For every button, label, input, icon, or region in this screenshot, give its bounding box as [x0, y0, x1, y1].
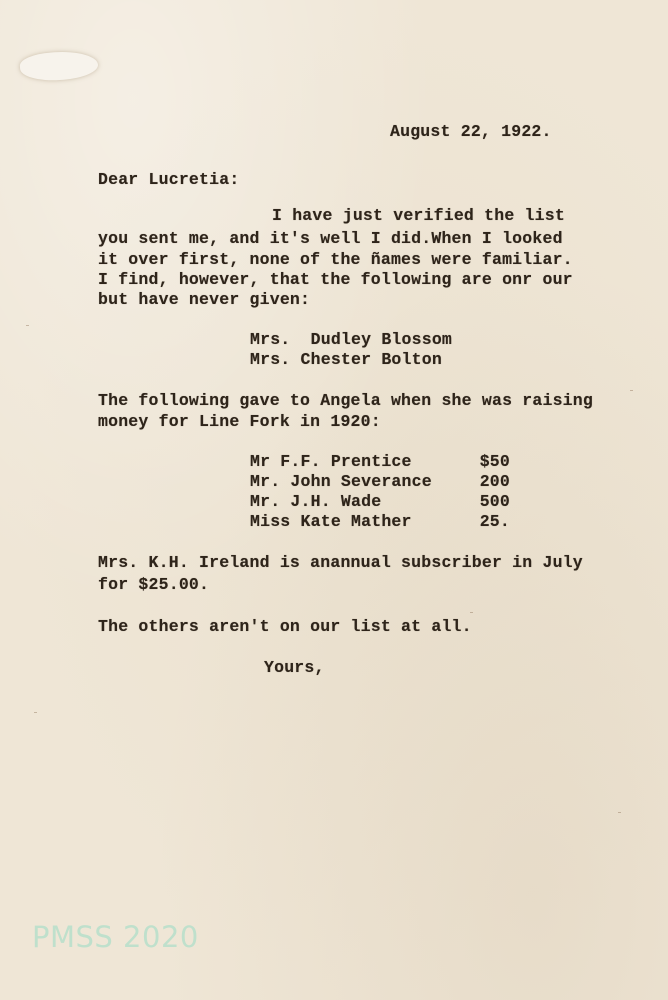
donor-name: Mr F.F. Prentice	[250, 452, 412, 471]
paragraph-2-line: money for Line Fork in 1920:	[98, 412, 381, 431]
donor-name: Mr. John Severance	[250, 472, 432, 491]
donor-amount: 25.	[479, 512, 510, 531]
donor-amount: $50	[479, 452, 510, 471]
list-item: Mrs. Chester Bolton	[250, 350, 442, 369]
paragraph-3-line: for $25.00.	[98, 575, 210, 594]
paper-speck	[470, 612, 473, 613]
paper-speck	[26, 325, 29, 326]
watermark: PMSS 2020	[32, 920, 199, 954]
donor-name: Mr. J.H. Wade	[250, 492, 382, 511]
paper-speck	[618, 812, 621, 813]
donor-amount: 500	[479, 492, 510, 511]
paragraph-2-line: The following gave to Angela when she was raising	[98, 391, 593, 410]
paper-tear	[19, 49, 99, 82]
list-item: Mrs. Dudley Blossom	[250, 330, 453, 349]
salutation: Dear Lucretia:	[98, 170, 240, 189]
paragraph-1-line: you sent me, and it's well I did.When I looked	[98, 229, 563, 248]
paragraph-1-line: it over first, none of the ñames were familiar.	[98, 250, 573, 269]
donor-name: Miss Kate Mather	[250, 512, 412, 531]
paragraph-4: The others aren't on our list at all.	[98, 617, 472, 636]
paragraph-1-line: I have just verified the list	[272, 206, 565, 225]
paper-speck	[630, 390, 633, 391]
paragraph-1-line: but have never given:	[98, 290, 311, 309]
paragraph-3-line: Mrs. K.H. Ireland is anannual subscriber in July	[98, 553, 583, 572]
closing: Yours,	[264, 658, 325, 677]
letter-date: August 22, 1922.	[390, 122, 552, 141]
paper-speck	[34, 712, 37, 713]
donor-amount: 200	[479, 472, 510, 491]
paragraph-1-line: I find, however, that the following are onr our	[98, 270, 573, 289]
